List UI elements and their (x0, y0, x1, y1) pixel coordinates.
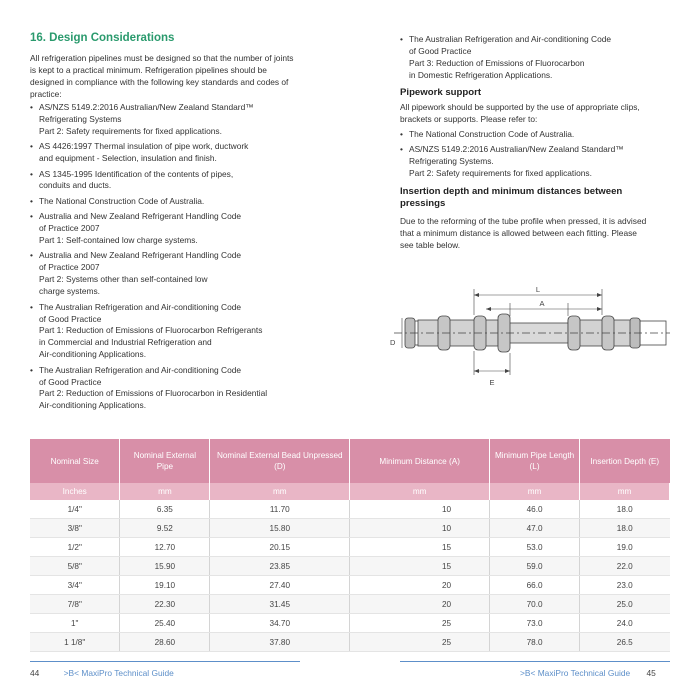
table-cell: 34.70 (210, 614, 350, 633)
page-number-left: 44 (30, 668, 40, 678)
table-cell: 6.35 (120, 500, 210, 519)
table-cell: 28.60 (120, 633, 210, 652)
list-item-line: of Practice 2007 (39, 223, 100, 234)
dimension-a-label: A (539, 299, 545, 308)
list-item-line: of Good Practice (39, 313, 102, 324)
unit-cell: mm (350, 483, 490, 500)
list-item-line: • AS/NZS 5149.2:2016 Australian/New Zealand Standard™ (39, 102, 254, 112)
list-item-line: • Australia and New Zealand Refrigerant Handling Code (39, 211, 242, 222)
dimension-e-label: E (489, 378, 495, 387)
table-cell: 22.30 (120, 595, 210, 614)
col-header-nominal-size: Nominal Size (30, 439, 120, 483)
footer-title-right: >B< MaxiPro Technical Guide (520, 668, 631, 678)
insertion-depth-heading: Insertion depth and minimum distances between pressings (400, 186, 623, 209)
list-item-line: in Commercial and Industrial Refrigeration and (39, 337, 212, 348)
footer-rule-right (400, 661, 670, 662)
list-item (30, 365, 298, 413)
list-item-line: • The Australian Refrigeration and Air-conditioning Code (39, 364, 242, 375)
col-header-insertion-depth: Insertion Depth (E) (580, 439, 670, 483)
table-cell: 70.0 (490, 595, 580, 614)
list-item (400, 129, 670, 141)
list-item-line: charge systems. (39, 286, 100, 297)
list-item-line: of Good Practice (409, 45, 472, 56)
table-cell: 53.0 (490, 538, 580, 557)
table-cell: 3/4" (30, 576, 120, 595)
table-cell: 3/8" (30, 519, 120, 538)
list-item-line: • Australia and New Zealand Refrigerant Handling Code (39, 250, 242, 261)
table-cell: 15 (350, 557, 490, 576)
list-item-line: • AS/NZS 5149.2:2016 Australian/New Zealand Standard™ (409, 144, 624, 155)
list-item (30, 141, 298, 165)
unit-cell: mm (490, 483, 580, 500)
table-cell: 25 (350, 633, 490, 652)
footer-rule-left (30, 661, 300, 662)
table-cell: 5/8" (30, 557, 120, 576)
table-cell: 59.0 (490, 557, 580, 576)
list-item-line: • The Australian Refrigeration and Air-conditioning Code (39, 301, 242, 312)
list-item-line: Air-conditioning Applications. (39, 349, 147, 360)
list-item-line: • The Australian Refrigeration and Air-conditioning Code (409, 34, 612, 44)
table-cell: 10 (350, 500, 490, 519)
table-cell: 24.0 (580, 614, 670, 633)
page-number-right: 45 (646, 668, 656, 678)
table-row (30, 595, 670, 614)
table-cell: 18.0 (580, 500, 670, 519)
list-item-line: • The National Construction Code of Australia. (409, 129, 575, 139)
list-item (400, 144, 670, 180)
table-cell: 18.0 (580, 519, 670, 538)
table-cell: 46.0 (490, 500, 580, 519)
list-item-line: Air-conditioning Applications. (39, 400, 147, 411)
table-cell: 7/8" (30, 595, 120, 614)
table-cell: 27.40 (210, 576, 350, 595)
table-row (30, 538, 670, 557)
list-item-line: Part 1: Reduction of Emissions of Fluorocarbon Refrigerants (39, 325, 263, 336)
list-item (30, 211, 298, 247)
footer-right (520, 668, 656, 678)
list-item-line: Part 1: Self-contained low charge systems. (39, 235, 198, 246)
table-cell: 12.70 (120, 538, 210, 557)
standards-list (30, 102, 298, 416)
table-header-row (30, 439, 670, 483)
table-cell: 19.0 (580, 538, 670, 557)
table-cell: 37.80 (210, 633, 350, 652)
table-row (30, 557, 670, 576)
list-item (30, 196, 298, 208)
list-item-line: • AS 4426:1997 Thermal insulation of pipe work, ductwork (39, 141, 249, 152)
list-item (30, 169, 298, 193)
table-units-row (30, 483, 670, 500)
col-header-external-pipe: Nominal External Pipe (120, 439, 210, 483)
col-header-bead-unpressed: Nominal External Bead Unpressed (D) (210, 439, 350, 483)
dimension-d-label: D (390, 338, 396, 347)
table-cell: 15 (350, 538, 490, 557)
table-cell: 1" (30, 614, 120, 633)
table-body (30, 500, 670, 652)
list-item-line: of Practice 2007 (39, 262, 100, 273)
list-item-line: Part 2: Safety requirements for fixed applications. (39, 125, 222, 136)
list-item-line: Part 3: Reduction of Emissions of Fluorocarbon (409, 57, 585, 68)
pressing-dimensions-table (30, 439, 670, 652)
section-title: 16. Design Considerations (30, 32, 175, 44)
table-cell: 23.0 (580, 576, 670, 595)
table-cell: 1/4" (30, 500, 120, 519)
table-row (30, 500, 670, 519)
unit-cell: mm (120, 483, 210, 500)
table-cell: 31.45 (210, 595, 350, 614)
table-cell: 1/2" (30, 538, 120, 557)
list-item (30, 302, 298, 362)
col-header-minimum-pipe-length: Minimum Pipe Length (L) (490, 439, 580, 483)
list-item-line: Refrigerating Systems (39, 113, 122, 124)
list-item-line: Refrigerating Systems. (409, 156, 494, 167)
continued-standards-list (400, 34, 670, 82)
table-cell: 20.15 (210, 538, 350, 557)
table-cell: 15.90 (120, 557, 210, 576)
table-cell: 47.0 (490, 519, 580, 538)
table-cell: 78.0 (490, 633, 580, 652)
list-item-line: Part 2: Reduction of Emissions of Fluorocarbon in Residential (39, 388, 268, 399)
table-cell: 20 (350, 595, 490, 614)
table-cell: 19.10 (120, 576, 210, 595)
footer-title-left: >B< MaxiPro Technical Guide (63, 668, 174, 678)
table-cell: 22.0 (580, 557, 670, 576)
pipework-references-list (400, 129, 670, 184)
list-item (30, 102, 298, 138)
table-cell: 73.0 (490, 614, 580, 633)
list-item-line: Part 2: Safety requirements for fixed applications. (409, 168, 592, 179)
list-item-line: and equipment - Selection, insulation and finish. (39, 153, 217, 164)
table-cell: 25 (350, 614, 490, 633)
table-cell: 11.70 (210, 500, 350, 519)
unit-cell: mm (580, 483, 670, 500)
table-cell: 10 (350, 519, 490, 538)
table-row (30, 576, 670, 595)
pipe-fitting-diagram (380, 283, 670, 391)
table-cell: 23.85 (210, 557, 350, 576)
table-cell: 25.0 (580, 595, 670, 614)
table-cell: 1 1/8" (30, 633, 120, 652)
table-cell: 15.80 (210, 519, 350, 538)
table-row (30, 519, 670, 538)
table-row (30, 633, 670, 652)
insertion-depth-body: Due to the reforming of the tube profile when pressed, it is advised that a minimum distance is allowed between each fitting. Please see table below. (400, 216, 647, 250)
pipework-support-body: All pipework should be supported by the use of appropriate clips, brackets or supports. Please refer to: (400, 102, 640, 124)
table-cell: 26.5 (580, 633, 670, 652)
list-item-line: • AS 1345-1995 Identification of the contents of pipes, (39, 168, 234, 179)
list-item-line: of Good Practice (39, 376, 102, 387)
unit-cell: Inches (30, 483, 120, 500)
list-item (400, 34, 670, 82)
table-cell: 66.0 (490, 576, 580, 595)
list-item-line: conduits and ducts. (39, 180, 112, 191)
table-cell: 20 (350, 576, 490, 595)
list-item-line: in Domestic Refrigeration Applications. (409, 69, 553, 80)
unit-cell: mm (210, 483, 350, 500)
list-item-line: • The National Construction Code of Australia. (39, 195, 205, 206)
intro-paragraph: All refrigeration pipelines must be designed so that the number of joints is kept to a practical minimum. Refrigeration pipelines should be designed in compliance with the following key standards and codes of practice: (30, 53, 294, 99)
footer-left (30, 668, 174, 678)
table-cell: 25.40 (120, 614, 210, 633)
col-header-minimum-distance: Minimum Distance (A) (350, 439, 490, 483)
list-item (30, 250, 298, 298)
pipework-support-heading: Pipework support (400, 87, 482, 98)
dimension-l-label: L (535, 285, 541, 294)
table-cell: 9.52 (120, 519, 210, 538)
list-item-line: Part 2: Systems other than self-contained low (39, 274, 208, 285)
table-row (30, 614, 670, 633)
